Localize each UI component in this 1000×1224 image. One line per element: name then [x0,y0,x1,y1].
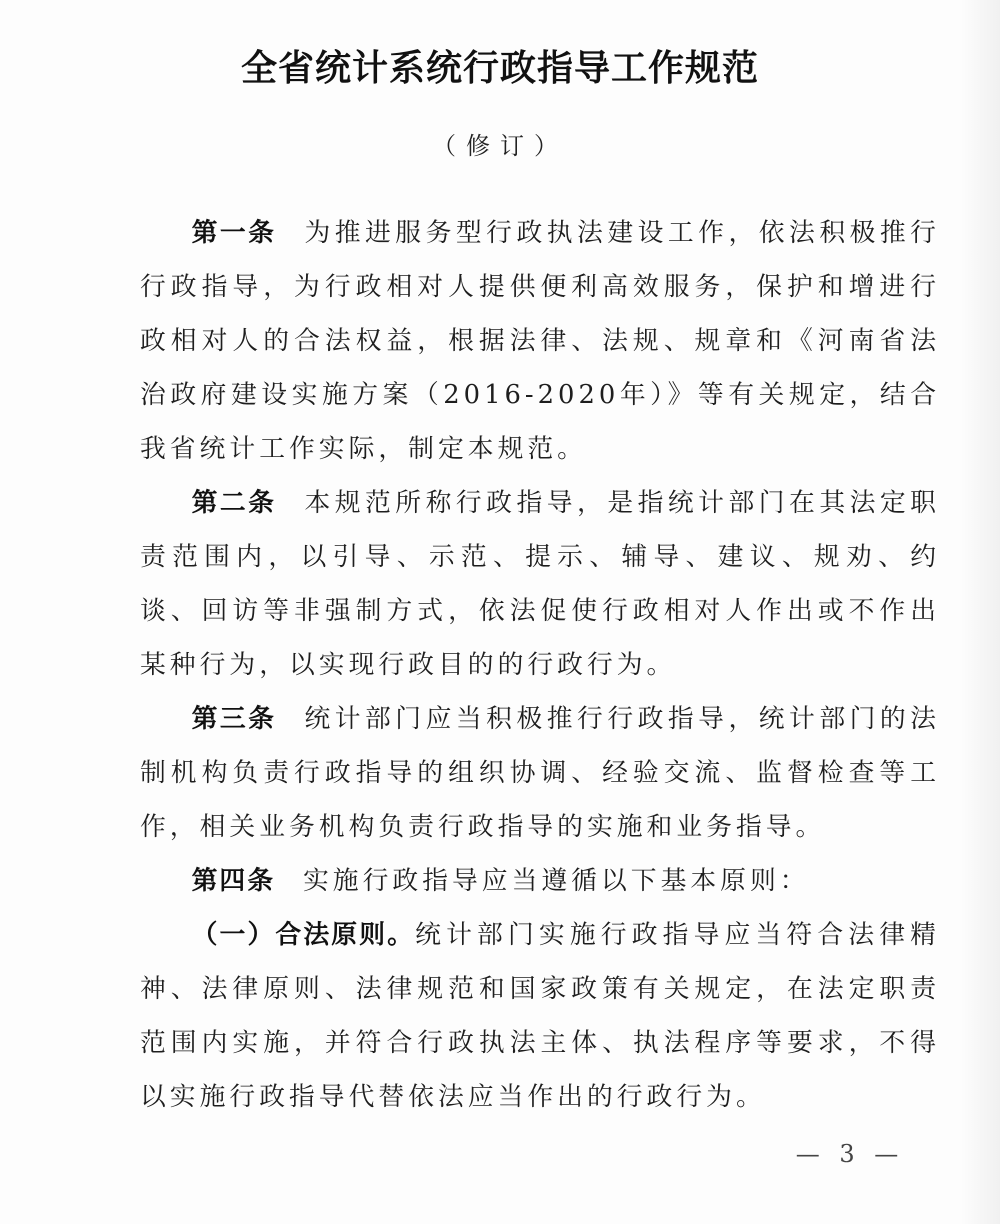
document-subtitle: （修订） [432,132,568,160]
article-4 [140,854,940,908]
page-edge-shadow [960,0,1000,1224]
article-heading: 第四条 [191,866,275,896]
page-number: — 3 — [795,1140,905,1168]
article-2 [140,476,940,692]
article-text: 本规范所称行政指导，是指统计部门在其法定职责范围内，以引导、示范、提示、辅导、建议、规劝、约谈、回访等非强制方式，依法促使行政相对人作出或不作出某种行为，以实现行政目的的行政行为。 [140,488,940,680]
principle-text: 统计部门实施行政指导应当符合法律精神、法律原则、法律规范和国家政策有关规定，在法定职责范围内实施，并符合行政执法主体、执法程序等要求，不得以实施行政指导代替依法应当作出的行政行为。 [140,920,940,1112]
article-3 [140,692,940,854]
article-heading: 第三条 [191,704,277,734]
document-title: 全省统计系统行政指导工作规范 [240,48,759,89]
article-text: 统计部门应当积极推行行政指导，统计部门的法制机构负责行政指导的组织协调、经验交流、监督检查等工作，相关业务机构负责行政指导的实施和业务指导。 [140,704,940,842]
article-text: 实施行政指导应当遵循以下基本原则： [303,866,810,896]
principle-1 [140,908,940,1124]
article-1 [140,206,940,476]
document-body [140,206,940,1124]
article-text: 为推进服务型行政执法建设工作，依法积极推行行政指导，为行政相对人提供便利高效服务，保护和增进行政相对人的合法权益，根据法律、法规、规章和《河南省法治政府建设实施方案（2016-2020年）》等有关规定，结合我省统计工作实际，制定本规范。 [140,218,940,464]
principle-heading: （一）合法原则。 [191,920,416,950]
article-heading: 第一条 [191,218,277,248]
article-heading: 第二条 [191,488,277,518]
